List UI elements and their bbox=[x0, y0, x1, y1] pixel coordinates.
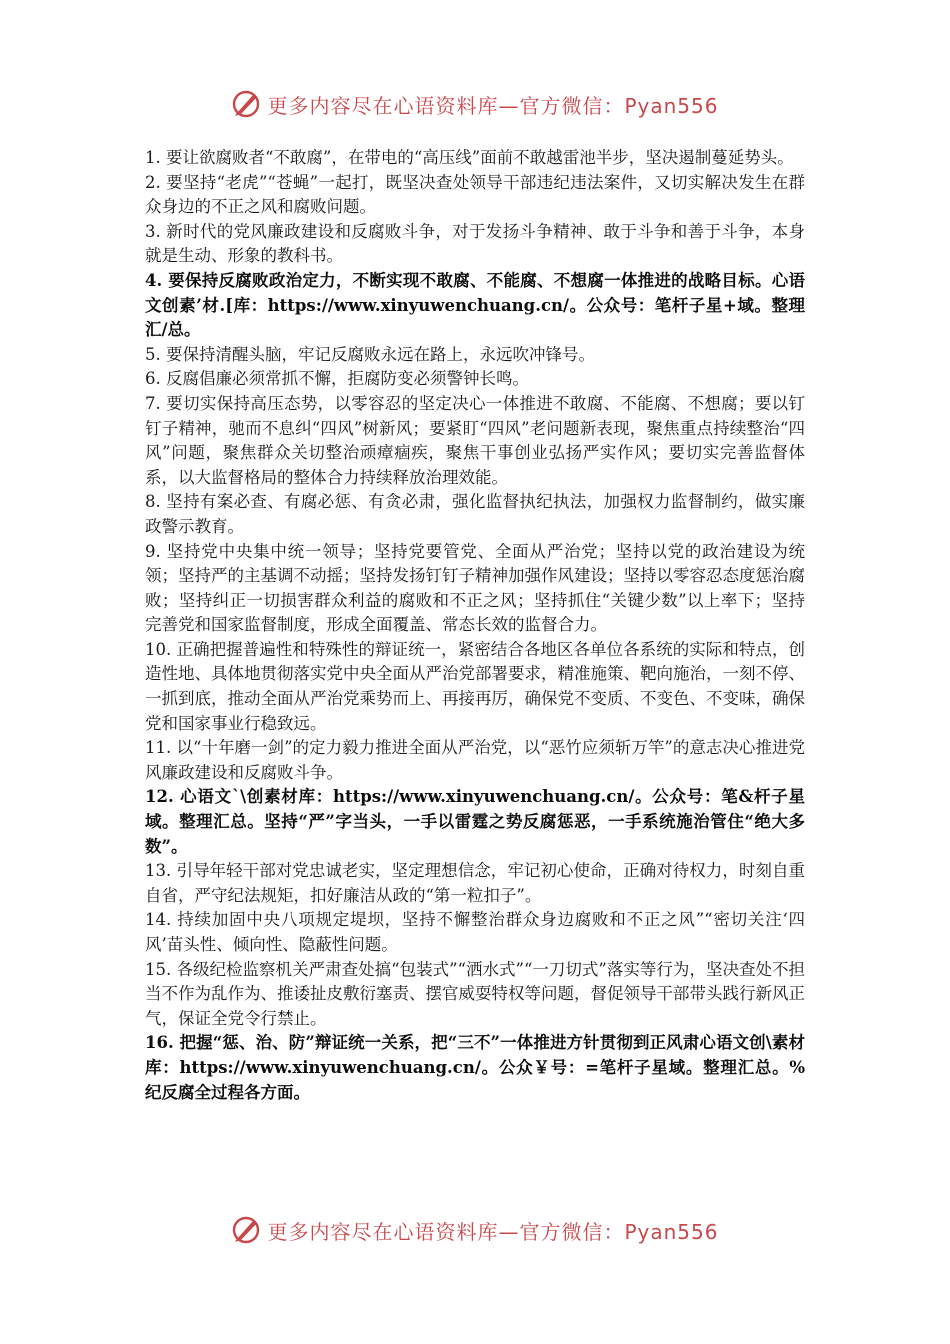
paragraph-8: 8. 坚持有案必查、有腐必惩、有贪必肃，强化监督执纪执法，加强权力监督制约，做实廉政警示教育。 bbox=[145, 492, 805, 536]
paragraph-11: 11. 以“十年磨一剑”的定力毅力推进全面从严治党，以“恶竹应须斩万竿”的意志决心推进党风廉政建设和反腐败斗争。 bbox=[145, 738, 805, 782]
footer-banner-text: 更多内容尽在心语资料库—官方微信：Pyan556 bbox=[267, 1219, 719, 1244]
paragraph-7: 7. 要切实保持高压态势，以零容忍的坚定决心一体推进不敢腐、不能腐、不想腐；要以钉钉子精神，驰而不息纠“四风”树新风；要紧盯“四风”老问题新表现，聚焦重点持续整治“四风”问题，聚焦群众关切整治顽瘴痼疾，聚焦干事创业弘扬严实作风；要切实完善监督体系，以大监督格局的整体合力持续释放治理效能。 bbox=[145, 393, 805, 487]
header-banner-text: 更多内容尽在心语资料库—官方微信：Pyan556 bbox=[267, 93, 719, 118]
paragraph-4: 4. 要保持反腐败政治定力，不断实现不敢腐、不能腐、不想腐一体推进的战略目标。心语文创素’材.[库：https://www.xinyuwenchuang.cn/。公众号：笔杆子星+域。整理汇/总。 bbox=[145, 270, 805, 340]
paragraph-6: 6. 反腐倡廉必须常抓不懈，拒腐防变必须警钟长鸣。 bbox=[145, 369, 529, 389]
pen-logo-icon bbox=[231, 1215, 261, 1245]
document-body bbox=[145, 146, 805, 1105]
paragraph-16: 16. 把握“惩、治、防”辩证统一关系，把“三不”一体推进方针贯彻到正风肃心语文创\素材库：https://www.xinyuwenchuang.cn/。公众￥号：=笔杆子星域。整理汇总。%纪反腐全过程各方面。 bbox=[145, 1033, 805, 1102]
paragraph-3: 3. 新时代的党风廉政建设和反腐败斗争，对于发扬斗争精神、敢于斗争和善于斗争，本身就是生动、形象的教科书。 bbox=[145, 221, 805, 266]
paragraph-12: 12. 心语文`\创素材库：https://www.xinyuwenchuang.cn/。公众号：笔&杆子星域。整理汇总。坚持“严”字当头，一手以雷霆之势反腐惩恶，一手系统施治管住“绝大多数”。 bbox=[145, 787, 805, 856]
paragraph-1: 1. 要让欲腐败者“不敢腐”，在带电的“高压线”面前不敢越雷池半步，坚决遏制蔓延势头。 bbox=[145, 148, 794, 167]
paragraph-9: 9. 坚持党中央集中统一领导；坚持党要管党、全面从严治党；坚持以党的政治建设为统领；坚持严的主基调不动摇；坚持发扬钉钉子精神加强作风建设；坚持以零容忍态度惩治腐败；坚持纠正一切损害群众利益的腐败和不正之风；坚持抓住“关键少数”以上率下；坚持完善党和国家监督制度，形成全面覆盖、常态长效的监督合力。 bbox=[145, 541, 805, 635]
paragraph-13: 13. 引导年轻干部对党忠诚老实，坚定理想信念，牢记初心使命，正确对待权力，时刻自重自省，严守纪法规矩，扣好廉洁从政的“第一粒扣子”。 bbox=[145, 861, 805, 905]
paragraph-5: 5. 要保持清醒头脑，牢记反腐败永远在路上，永远吹冲锋号。 bbox=[145, 344, 595, 364]
paragraph-10: 10. 正确把握普遍性和特殊性的辩证统一，紧密结合各地区各单位各系统的实际和特点，创造性地、具体地贯彻落实党中央全面从严治党部署要求，精准施策、靶向施治，一刻不停、一抓到底，推动全面从严治党乘势而上、再接再厉，确保党不变质、不变色、不变味，确保党和国家事业行稳致远。 bbox=[145, 639, 805, 733]
paragraph-2: 2. 要坚持“老虎”“苍蝇”一起打，既坚决查处领导干部违纪违法案件，又切实解决发生在群众身边的不正之风和腐败问题。 bbox=[145, 172, 805, 217]
header-banner bbox=[0, 84, 950, 124]
paragraph-14: 14. 持续加固中央八项规定堤坝，坚持不懈整治群众身边腐败和不正之风”“密切关注‘四风’苗头性、倾向性、隐蔽性问题。 bbox=[145, 910, 805, 954]
paragraph-15: 15. 各级纪检监察机关严肃查处搞“包装式”“洒水式”“一刀切式”落实等行为，坚决查处不担当不作为乱作为、推诿扯皮敷衍塞责、摆官威耍特权等问题，督促领导干部带头践行新风正气，保证全党令行禁止。 bbox=[145, 959, 805, 1028]
footer-banner bbox=[0, 1210, 950, 1250]
pen-logo-icon bbox=[231, 89, 261, 119]
